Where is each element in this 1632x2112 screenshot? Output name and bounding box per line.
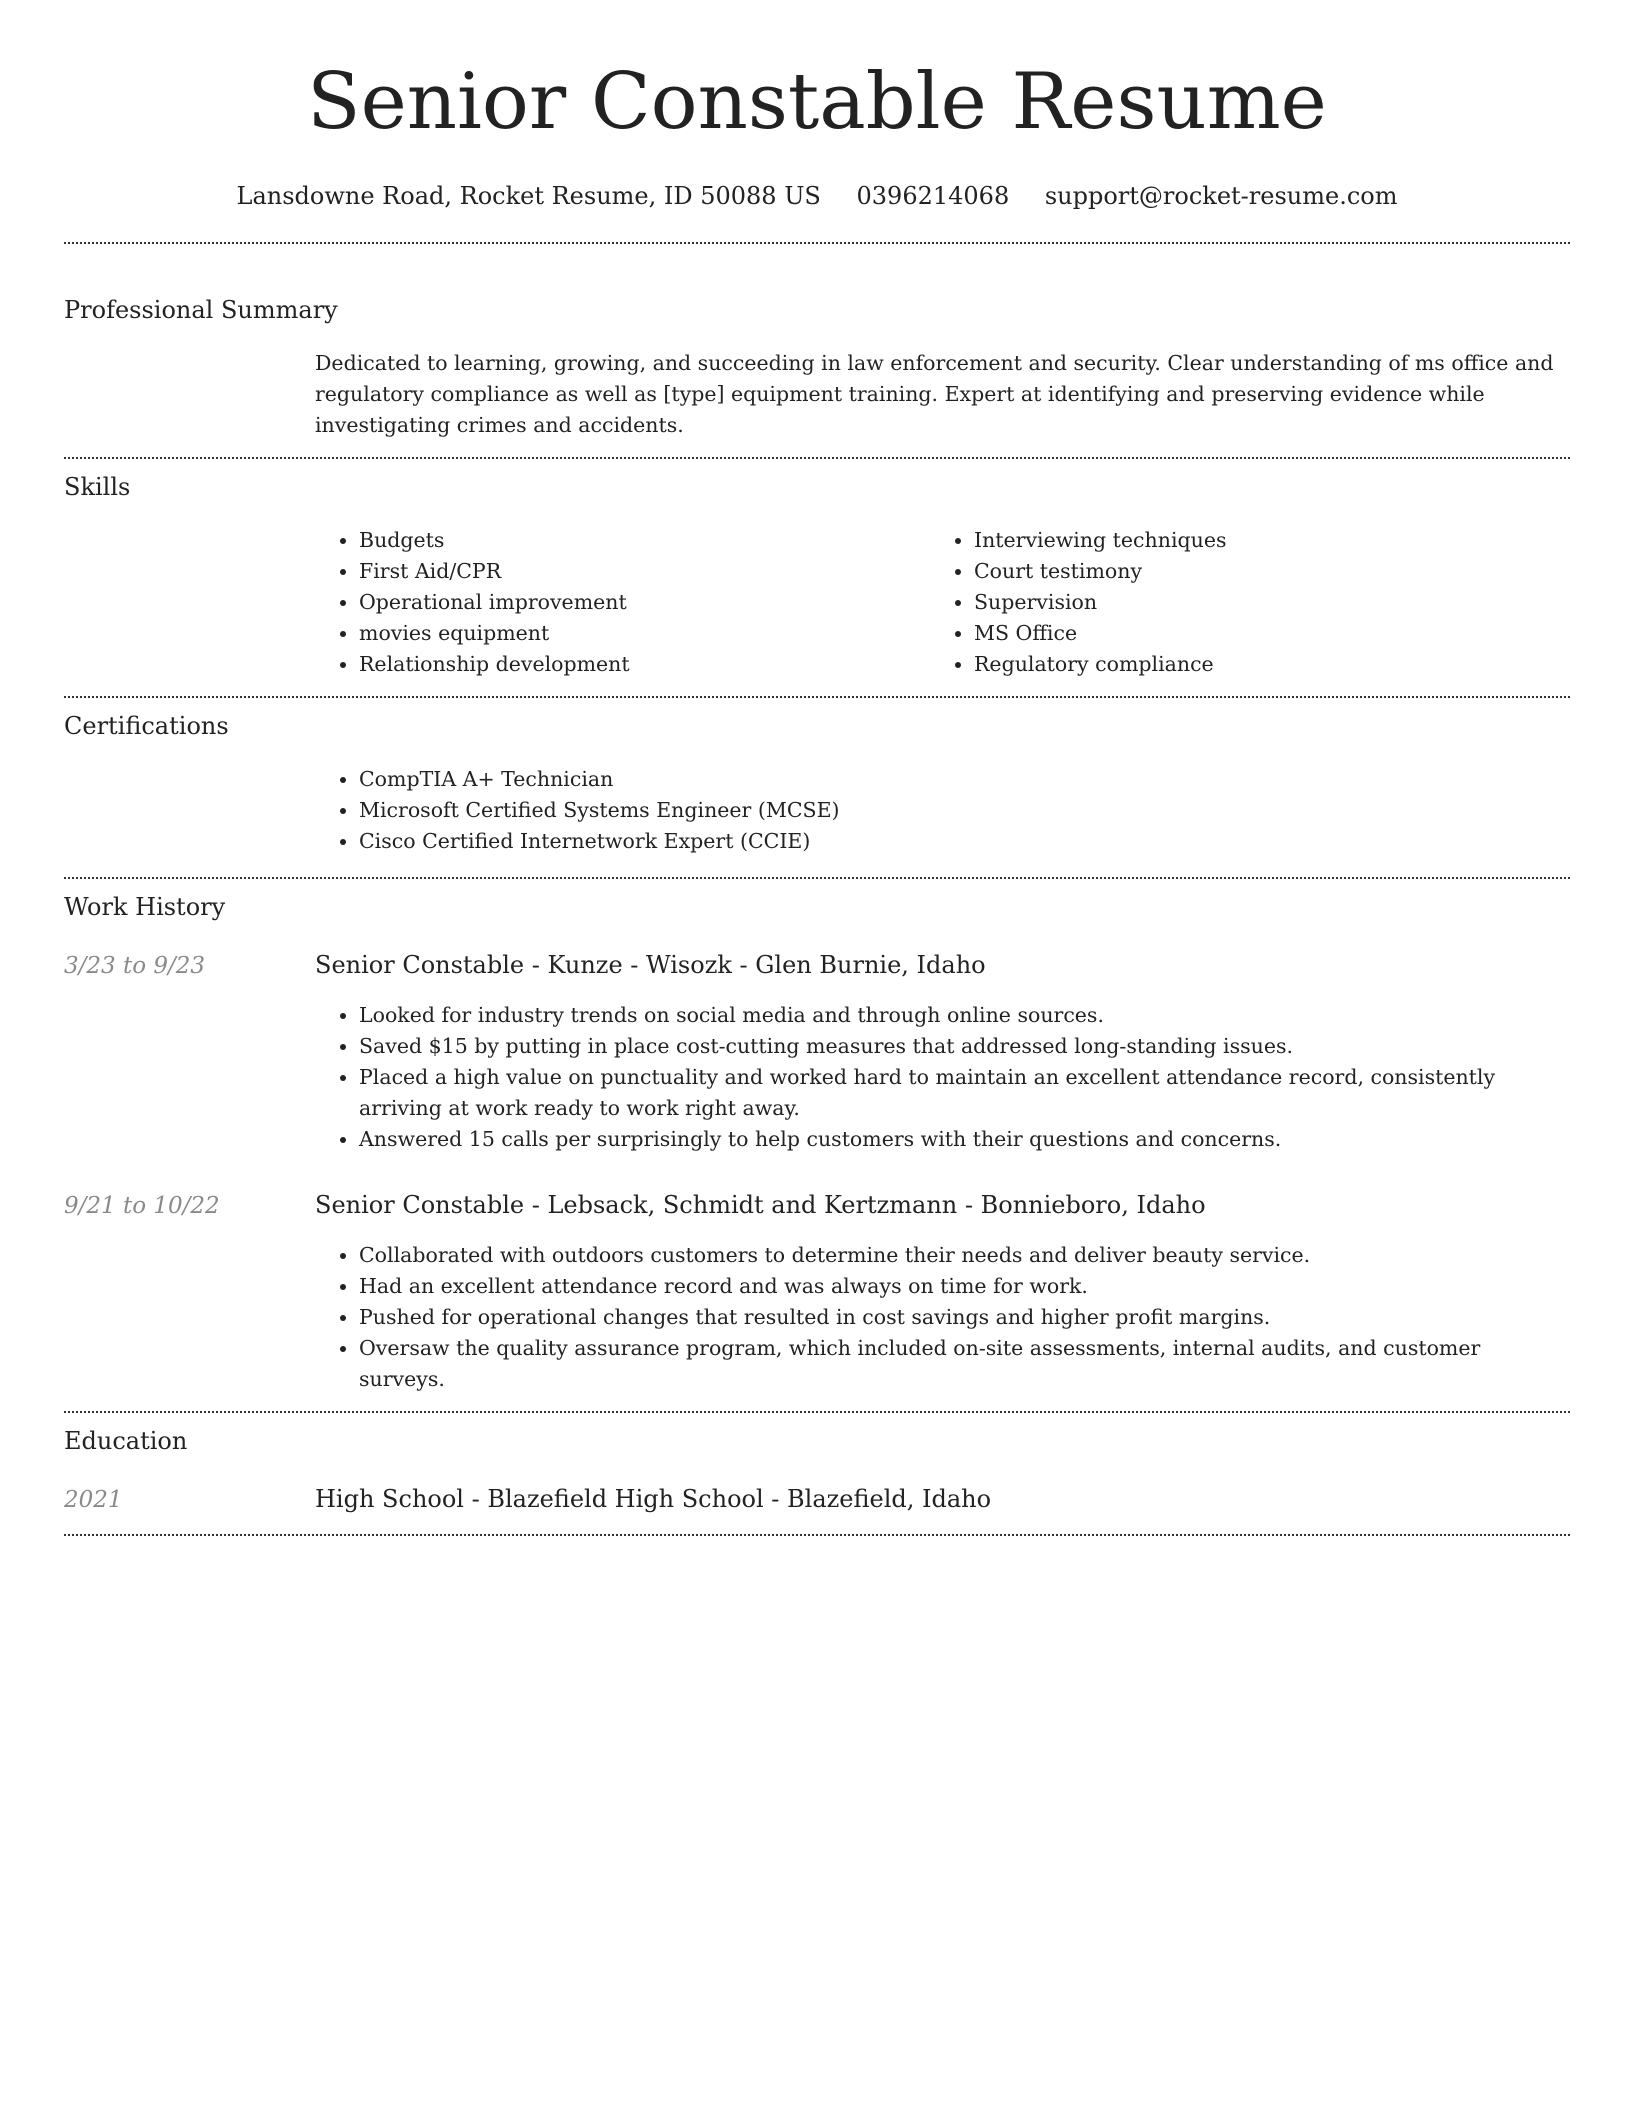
certification-item: • Cisco Certified Internetwork Expert (CCIE) [359, 826, 1570, 857]
job-bullet: • Oversaw the quality assurance program, which included on-site assessments, internal audits, and customer surveys. [359, 1333, 1570, 1395]
section-title-work-history: Work History [64, 893, 226, 921]
certification-item: • Microsoft Certified Systems Engineer (MCSE) [359, 795, 1570, 826]
email: support@rocket-resume.com [1044, 182, 1398, 210]
education-entry [64, 1483, 1570, 1516]
skill-item: • Operational improvement [359, 587, 930, 618]
job-bullet: • Looked for industry trends on social media and through online sources. [359, 1000, 1570, 1031]
skill-item: • Court testimony [974, 556, 1545, 587]
certifications-section [64, 698, 1570, 877]
skill-item: • First Aid/CPR [359, 556, 930, 587]
job-entry [64, 1189, 1570, 1222]
job-dates: 3/23 to 9/23 [64, 953, 206, 979]
skills-section [64, 459, 1570, 696]
skill-item: • movies equipment [359, 618, 930, 649]
job-bullet: • Had an excellent attendance record and was always on time for work. [359, 1271, 1570, 1302]
job-bullet: • Pushed for operational changes that resulted in cost savings and higher profit margins. [359, 1302, 1570, 1333]
job-title: Senior Constable - Lebsack, Schmidt and Kertzmann - Bonnieboro, Idaho [315, 1191, 1206, 1219]
skill-item: • Budgets [359, 525, 930, 556]
resume-title: Senior Constable Resume [307, 57, 1327, 147]
section-title-certifications: Certifications [64, 712, 229, 740]
job-bullet: • Saved $15 by putting in place cost-cutting measures that addressed long-standing issues. [359, 1031, 1570, 1062]
section-title-skills: Skills [64, 473, 131, 501]
contact-line [64, 180, 1570, 212]
summary-text: Dedicated to learning, growing, and succeeding in law enforcement and security. Clear understanding of ms office and regulatory compliance as well as [type] equipment training. Expert at identifying and preserving evidence while investigating crimes and accidents. [315, 351, 1554, 437]
certification-item: • CompTIA A+ Technician [359, 764, 1570, 795]
skills-column-left [315, 525, 930, 680]
job-dates: 9/21 to 10/22 [64, 1193, 220, 1219]
education-dates: 2021 [64, 1487, 123, 1513]
skill-item: • Supervision [974, 587, 1545, 618]
section-title-summary: Professional Summary [64, 296, 338, 324]
education-title: High School - Blazefield High School - Blazefield, Idaho [315, 1485, 992, 1513]
skill-item: • MS Office [974, 618, 1545, 649]
divider [64, 1534, 1570, 1536]
job-bullet: • Answered 15 calls per surprisingly to help customers with their questions and concerns. [359, 1124, 1570, 1155]
summary-section [64, 244, 1570, 457]
skills-column-right [930, 525, 1545, 680]
skill-item: • Interviewing techniques [974, 525, 1545, 556]
phone: 0396214068 [856, 182, 1010, 210]
education-section [64, 1413, 1570, 1534]
section-title-education: Education [64, 1427, 188, 1455]
job-title: Senior Constable - Kunze - Wisozk - Glen Burnie, Idaho [315, 951, 986, 979]
job-bullet: • Placed a high value on punctuality and worked hard to maintain an excellent attendance record, consistently arriving at work ready to work right away. [359, 1062, 1570, 1124]
resume-page [64, 0, 1570, 1536]
skill-item: • Regulatory compliance [974, 649, 1545, 680]
job-entry [64, 949, 1570, 982]
address: Lansdowne Road, Rocket Resume, ID 50088 US [236, 182, 821, 210]
skill-item: • Relationship development [359, 649, 930, 680]
job-bullet: • Collaborated with outdoors customers to determine their needs and deliver beauty service. [359, 1240, 1570, 1271]
work-history-section [64, 879, 1570, 1411]
